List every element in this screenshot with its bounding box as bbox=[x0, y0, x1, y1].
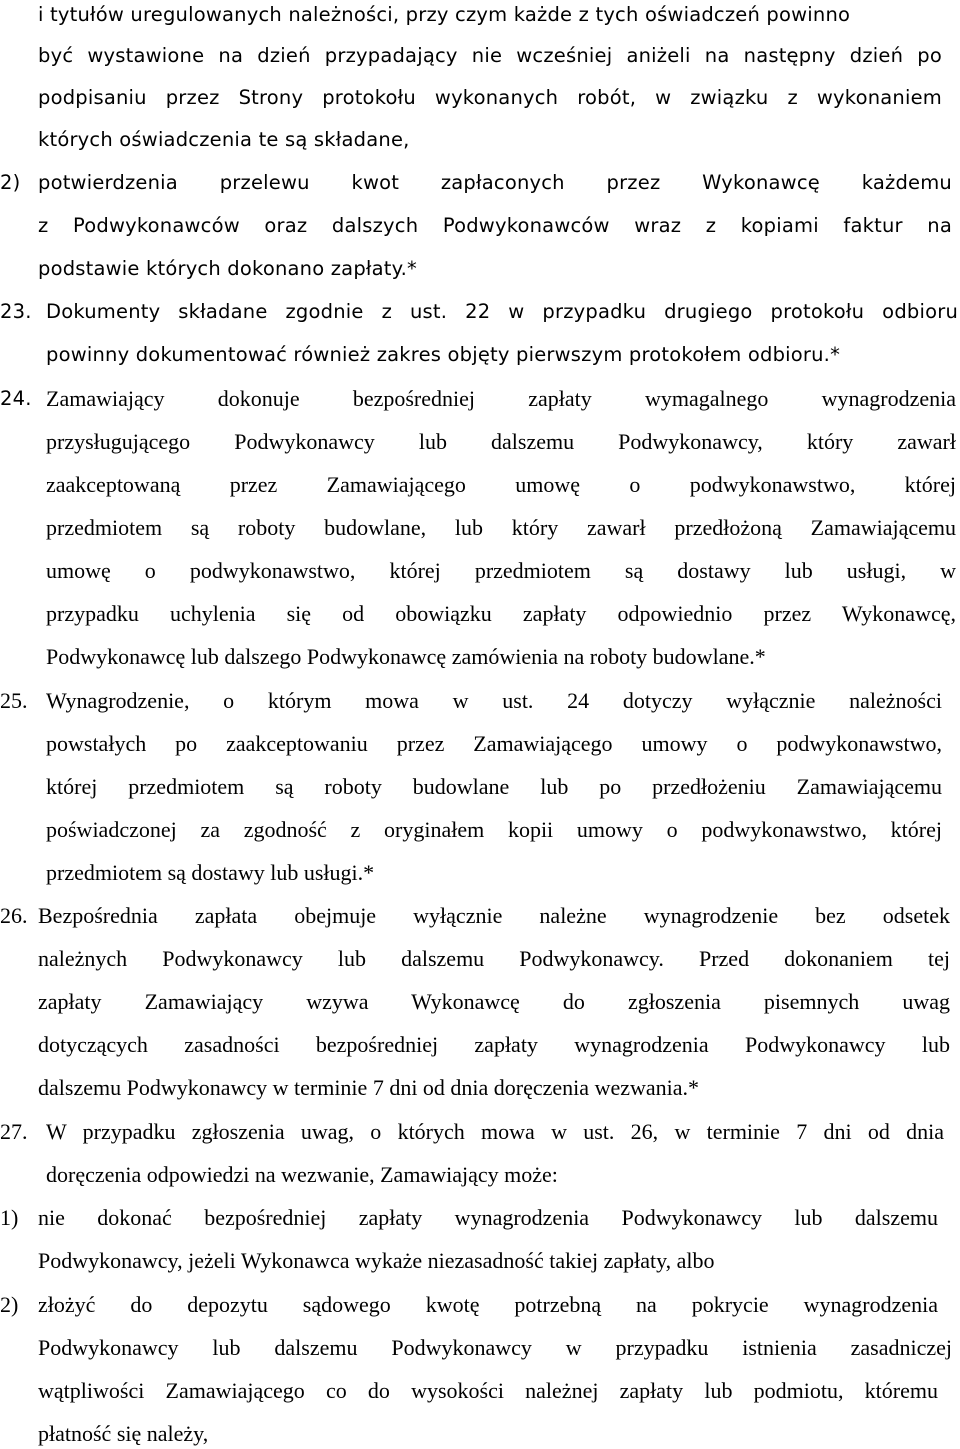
list-item-line: przedmiotem są roboty budowlane, lub który zawarł przedłożoną Zamawiającemu bbox=[46, 515, 956, 540]
paragraph-line: których oświadczenia te są składane, bbox=[38, 128, 410, 151]
list-item-line: przedmiotem są dostawy lub usługi.* bbox=[46, 860, 375, 885]
list-number: 23. bbox=[0, 300, 32, 323]
list-item-line: powstałych po zaakceptowaniu przez Zamawiającego umowy o podwykonawstwo, bbox=[46, 731, 942, 756]
list-item-line: wątpliwości Zamawiającego co do wysokości należnej zapłaty lub podmiotu, któremu bbox=[38, 1378, 938, 1403]
list-item-line: poświadczonej za zgodność z oryginałem kopii umowy o podwykonawstwo, której bbox=[46, 817, 942, 842]
list-item-line: płatność się należy, bbox=[38, 1421, 209, 1446]
list-item-line: umowę o podwykonawstwo, której przedmiotem są dostawy lub usługi, w bbox=[46, 558, 956, 583]
list-item-line: dotyczących zasadności bezpośredniej zapłaty wynagrodzenia Podwykonawcy lub bbox=[38, 1032, 950, 1057]
paragraph-line: i tytułów uregulowanych należności, przy czym każde z tych oświadczeń powinno bbox=[38, 3, 851, 26]
list-item-line: Podwykonawcy, jeżeli Wykonawca wykaże niezasadność takiej zapłaty, albo bbox=[38, 1248, 715, 1273]
list-item-line: Bezpośrednia zapłata obejmuje wyłącznie należne wynagrodzenie bez odsetek bbox=[38, 903, 950, 928]
list-item-line: z Podwykonawców oraz dalszych Podwykonawców wraz z kopiami faktur na bbox=[38, 214, 952, 237]
list-item-line: przypadku uchylenia się od obowiązku zapłaty odpowiednio przez Wykonawcę, bbox=[46, 601, 956, 626]
list-number: 2) bbox=[0, 1292, 19, 1317]
list-item-line: zapłaty Zamawiający wzywa Wykonawcę do zgłoszenia pisemnych uwag bbox=[38, 989, 950, 1014]
list-item-line: złożyć do depozytu sądowego kwotę potrzebną na pokrycie wynagrodzenia bbox=[38, 1292, 938, 1317]
list-item-line: potwierdzenia przelewu kwot zapłaconych przez Wykonawcę każdemu bbox=[38, 171, 952, 194]
list-number: 25. bbox=[0, 688, 28, 713]
list-item-line: której przedmiotem są roboty budowlane lub po przedłożeniu Zamawiającemu bbox=[46, 774, 942, 799]
paragraph-line: być wystawione na dzień przypadający nie wcześniej aniżeli na następny dzień po bbox=[38, 44, 942, 67]
list-number: 27. bbox=[0, 1119, 28, 1144]
paragraph-line: podpisaniu przez Strony protokołu wykonanych robót, w związku z wykonaniem bbox=[38, 86, 942, 109]
list-number: 26. bbox=[0, 903, 28, 928]
list-item-line: podstawie których dokonano zapłaty.* bbox=[38, 257, 417, 280]
list-item-line: przysługującego Podwykonawcy lub dalszemu Podwykonawcy, który zawarł bbox=[46, 429, 956, 454]
list-number: 1) bbox=[0, 1205, 19, 1230]
list-item-line: Zamawiający dokonuje bezpośredniej zapłaty wymagalnego wynagrodzenia bbox=[46, 386, 956, 411]
list-item-line: dalszemu Podwykonawcy w terminie 7 dni od dnia doręczenia wezwania.* bbox=[38, 1075, 700, 1100]
list-item-line: nie dokonać bezpośredniej zapłaty wynagrodzenia Podwykonawcy lub dalszemu bbox=[38, 1205, 938, 1230]
list-number: 2) bbox=[0, 171, 21, 194]
list-item-line: Podwykonawcy lub dalszemu Podwykonawcy w przypadku istnienia zasadniczej bbox=[38, 1335, 952, 1360]
list-item-line: Podwykonawcę lub dalszego Podwykonawcę zamówienia na roboty budowlane.* bbox=[46, 644, 766, 669]
list-item-line: Dokumenty składane zgodnie z ust. 22 w przypadku drugiego protokołu odbioru bbox=[46, 300, 958, 323]
list-item-line: W przypadku zgłoszenia uwag, o których mowa w ust. 26, w terminie 7 dni od dnia bbox=[46, 1119, 944, 1144]
list-item-line: zaakceptowaną przez Zamawiającego umowę o podwykonawstwo, której bbox=[46, 472, 956, 497]
list-item-line: należnych Podwykonawcy lub dalszemu Podwykonawcy. Przed dokonaniem tej bbox=[38, 946, 950, 971]
list-item-line: powinny dokumentować również zakres objęty pierwszym protokołem odbioru.* bbox=[46, 343, 841, 366]
list-item-line: doręczenia odpowiedzi na wezwanie, Zamawiający może: bbox=[46, 1162, 558, 1187]
list-item-line: Wynagrodzenie, o którym mowa w ust. 24 dotyczy wyłącznie należności bbox=[46, 688, 942, 713]
list-number: 24. bbox=[0, 387, 32, 410]
